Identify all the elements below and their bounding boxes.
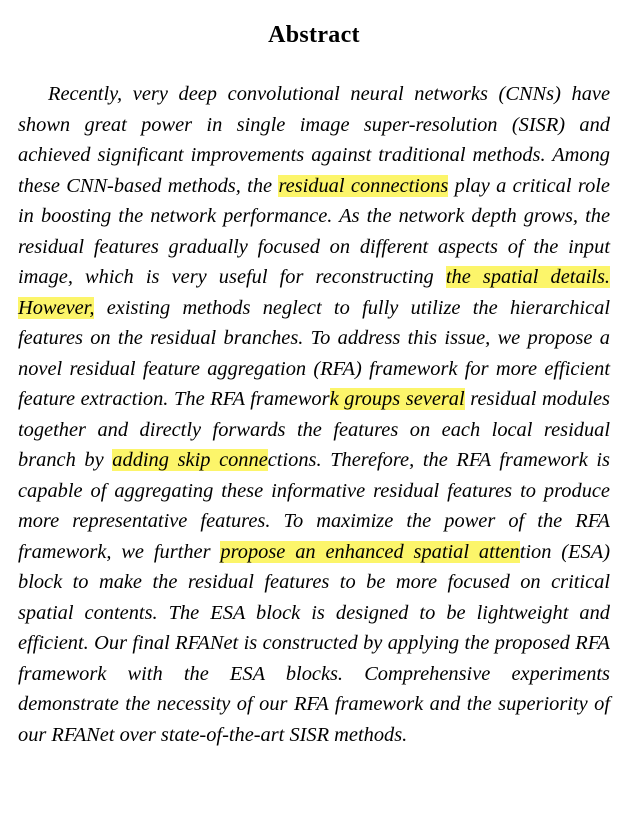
body-text: Recently, very deep convolutional neural networks (CNNs) have shown great power in single image super-resolution (SISR) and achieved significant improvements against traditional methods. Among these CNN-based methods, the [18,83,610,197]
abstract-text-run [18,83,610,746]
body-text: play a critical role in boosting the network performance. As the network depth grows, the residual features gradually focused on different aspects of the input image, which is very useful for reconstructing [18,174,610,288]
body-text: ctions. Therefore, the RFA framework is capable of aggregating these informative residual features to produce more representative features. To maximize the power of the RFA framework, we further [18,449,610,563]
highlighted-text: the spatial details. [445,266,611,288]
highlighted-text: However, [18,296,95,319]
highlighted-text: adding skip conne [112,449,268,471]
highlighted-text: k groups several [329,388,465,410]
page-title: Abstract [268,22,360,48]
body-text: existing methods neglect to fully utilize the hierarchical features on the residual branches. To address this issue, we propose a novel residual feature aggregation (RFA) framework for more efficient feature extraction. The RFA framewor [18,296,610,410]
body-text: residual modules together and directly forwards the features on each local residual branch by [18,388,610,471]
body-text: tion (ESA) block to make the residual features to be more focused on critical spatial contents. The ESA block is designed to be lightweight and efficient. Our final RFANet is constructed by applying the proposed RFA framework with the ESA blocks. Comprehensive experiments demonstrate the necessity of our RFA framework and the superiority of our RFANet over state-of-the-art SISR methods. [18,540,610,746]
highlighted-text: residual connections [278,174,449,197]
highlighted-text: propose an enhanced spatial atten [220,540,520,563]
abstract-paragraph [16,79,612,750]
